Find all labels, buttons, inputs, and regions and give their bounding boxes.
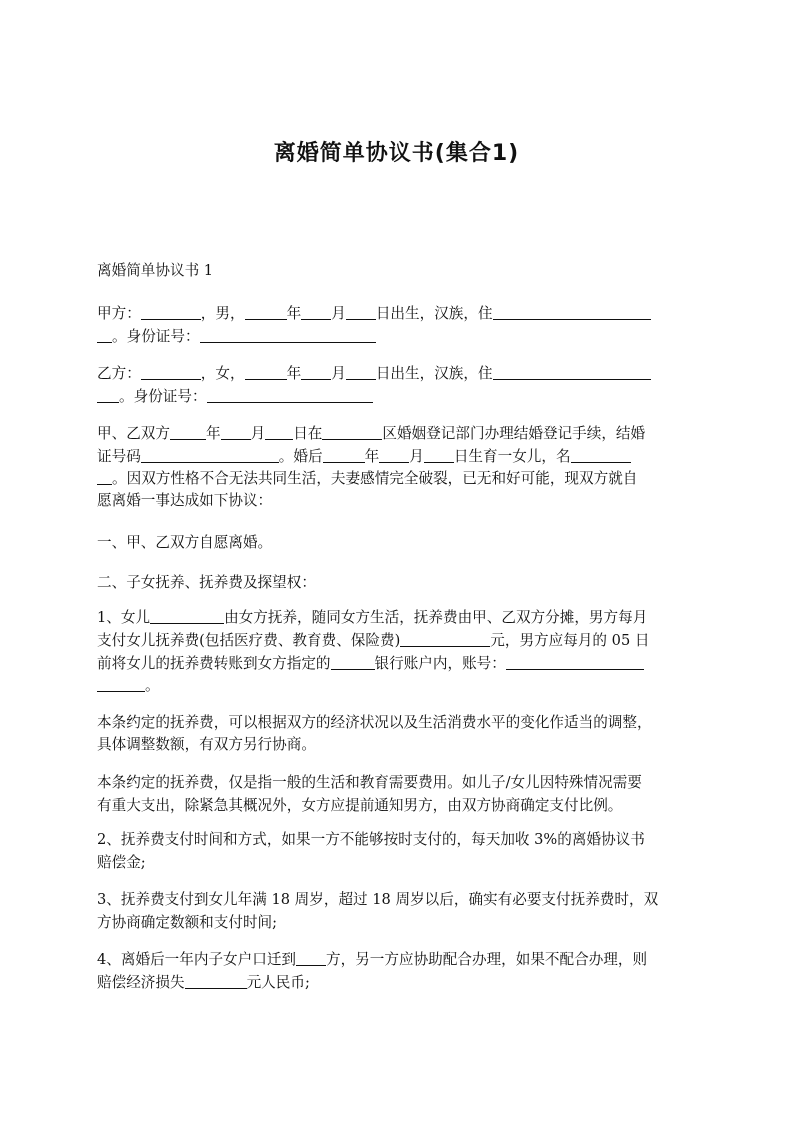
item-1-line-4: 。 (97, 673, 697, 698)
certificate-number-blank (141, 447, 279, 463)
item-4-line-1: 4、离婚后一年内子女户口迁到 方，另一方应协助配合办理，如果不配合办理，则 (97, 951, 648, 968)
party-b-line-1: 乙方： ，女， 年 月 日出生，汉族，住 (97, 361, 697, 386)
year-blank (245, 364, 287, 380)
item-1-line-1: 1、女儿 由女方抚养，随同女方生活，抚养费由甲、乙双方分摊，男方每月 (97, 609, 648, 626)
name-blank (141, 364, 201, 380)
address-blank (493, 304, 651, 320)
marriage-line-2: 证号码 。婚后 年 月 日生育一女儿，名 (97, 444, 697, 469)
marriage-line-4: 愿离婚一事达成如下协议： (97, 492, 273, 509)
day-blank (346, 304, 376, 320)
daughter-name-blank (571, 447, 631, 463)
para-general-line-1: 本条约定的抚养费，仅是指一般的生活和教育需要费用。如儿子/女儿因特殊情况需要 (97, 774, 642, 791)
compensation-blank (185, 973, 247, 989)
clause-one: 一、甲、乙双方自愿离婚。 (97, 534, 273, 551)
marriage-line-3: 。因双方性格不合无法共同生活，夫妻感情完全破裂，已无和好可能，现双方就自 (97, 466, 697, 491)
party-b-line-2: 。身份证号： (97, 384, 697, 409)
item-3-line-2: 方协商确定数额和支付时间; (97, 914, 278, 931)
name-blank (141, 304, 201, 320)
account-blank (506, 654, 644, 670)
id-number-blank (207, 387, 373, 403)
document-title: 离婚简单协议书(集合1) (273, 141, 520, 166)
item-4-line-2: 赔偿经济损失 元人民币; (97, 974, 310, 991)
para-adjust-line-2: 具体调整数额，有双方另行协商。 (97, 736, 316, 753)
clause-two: 二、子女抚养、抚养费及探望权： (97, 574, 316, 591)
amount-blank (400, 631, 490, 647)
para-adjust-line-1: 本条约定的抚养费，可以根据双方的经济状况以及生活消费水平的变化作适当的调整， (97, 714, 652, 731)
party-a-line-1: 甲方： ，男， 年 月 日出生，汉族，住 (97, 301, 697, 326)
item-2-line-2: 赔偿金; (97, 854, 146, 871)
month-blank (301, 304, 331, 320)
month-blank (301, 364, 331, 380)
marriage-line-1: 甲、乙双方 年 月 日在 区婚姻登记部门办理结婚登记手续，结婚 (97, 425, 646, 442)
item-1-line-2: 支付女儿抚养费(包括医疗费、教育费、保险费) 元，男方应每月的 05 日 (97, 632, 650, 649)
item-1-line-3: 前将女儿的抚养费转账到女方指定的 银行账户内，账号： (97, 651, 697, 676)
item-3-line-1: 3、抚养费支付到女儿年满 18 周岁，超过 18 周岁以后，确实有必要支付抚养费时，双 (97, 891, 659, 908)
id-number-blank (200, 327, 376, 343)
year-blank (245, 304, 287, 320)
item-2-line-1: 2、抚养费支付时间和方式，如果一方不能够按时支付的，每天加收 3%的离婚协议书 (97, 831, 645, 848)
party-a-line-2: 。身份证号： (97, 324, 697, 349)
section-heading: 离婚简单协议书 1 (97, 262, 214, 279)
para-general-line-2: 有重大支出，除紧急其概况外，女方应提前通知男方，由双方协商确定支付比例。 (97, 797, 623, 814)
day-blank (346, 364, 376, 380)
bank-blank (331, 654, 375, 670)
address-blank (493, 364, 651, 380)
